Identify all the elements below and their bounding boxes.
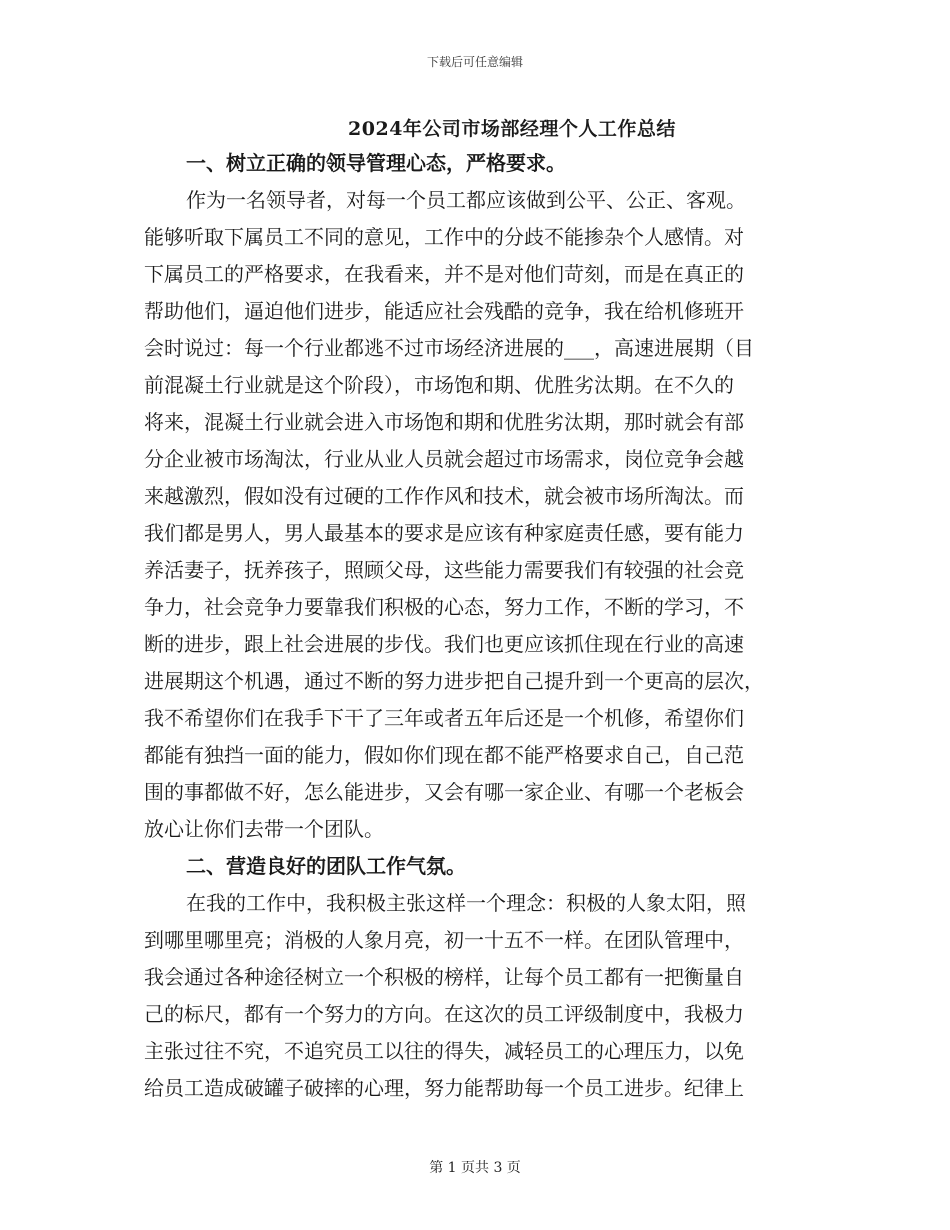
document-title: 2024年公司市场部经理个人工作总结 xyxy=(348,118,676,140)
paragraph-line: 给员工造成破罐子破摔的心理，努力能帮助每一个员工进步。纪律上 xyxy=(144,1076,744,1100)
paragraph-line: 放心让你们去带一个团队。 xyxy=(144,817,384,841)
paragraph-line: 我们都是男人，男人最基本的要求是应该有种家庭责任感，要有能力 xyxy=(144,521,744,545)
paragraph-line: 都能有独挡一面的能力，假如你们现在都不能严格要求自己，自己范 xyxy=(144,743,744,767)
paragraph-line: 作为一名领导者，对每一个员工都应该做到公平、公正、客观。 xyxy=(186,188,746,212)
paragraph-line: 围的事都做不好，怎么能进步，又会有哪一家企业、有哪一个老板会 xyxy=(144,780,744,804)
paragraph-line: 争力，社会竞争力要靠我们积极的心态，努力工作，不断的学习，不 xyxy=(144,595,744,619)
section-heading: 一、树立正确的领导管理心态，严格要求。 xyxy=(186,151,566,175)
paragraph-line: 主张过往不究，不追究员工以往的得失，减轻员工的心理压力，以免 xyxy=(144,1039,744,1063)
paragraph-line: 能够听取下属员工不同的意见，工作中的分歧不能掺杂个人感情。对 xyxy=(144,225,744,249)
page-number-footer: 第 1 页共 3 页 xyxy=(429,1160,521,1176)
paragraph-line: 在我的工作中，我积极主张这样一个理念：积极的人象太阳，照 xyxy=(186,891,746,915)
paragraph-line: 前混凝土行业就是这个阶段），市场饱和期、优胜劣汰期。在不久的 xyxy=(144,373,734,397)
paragraph-line: 分企业被市场淘汰，行业从业人员就会超过市场需求，岗位竞争会越 xyxy=(144,447,744,471)
header-note: 下载后可任意编辑 xyxy=(426,55,523,69)
paragraph-line: 来越激烈，假如没有过硬的工作作风和技术，就会被市场所淘汰。而 xyxy=(144,484,744,508)
paragraph-line: 养活妻子，抚养孩子，照顾父母，这些能力需要我们有较强的社会竞 xyxy=(144,558,744,582)
paragraph-line: 帮助他们，逼迫他们进步，能适应社会残酷的竞争，我在给机修班开 xyxy=(144,299,744,323)
paragraph-line: 断的进步，跟上社会进展的步伐。我们也更应该抓住现在行业的高速 xyxy=(144,632,744,656)
paragraph-line: 进展期这个机遇，通过不断的努力进步把自己提升到一个更高的层次， xyxy=(144,669,764,693)
paragraph-line: 会时说过：每一个行业都逃不过市场经济进展的___，高速进展期（目 xyxy=(144,336,754,360)
paragraph-line: 我不希望你们在我手下干了三年或者五年后还是一个机修，希望你们 xyxy=(144,706,744,730)
section-heading: 二、营造良好的团队工作气氛。 xyxy=(186,854,466,878)
paragraph-line: 我会通过各种途径树立一个积极的榜样，让每个员工都有一把衡量自 xyxy=(144,965,744,989)
paragraph-line: 到哪里哪里亮；消极的人象月亮，初一十五不一样。在团队管理中， xyxy=(144,928,744,952)
paragraph-line: 将来，混凝土行业就会进入市场饱和期和优胜劣汰期，那时就会有部 xyxy=(144,410,744,434)
paragraph-line: 下属员工的严格要求，在我看来，并不是对他们苛刻，而是在真正的 xyxy=(144,262,744,286)
paragraph-line: 己的标尺，都有一个努力的方向。在这次的员工评级制度中，我极力 xyxy=(144,1002,744,1026)
document-body xyxy=(144,145,804,1107)
